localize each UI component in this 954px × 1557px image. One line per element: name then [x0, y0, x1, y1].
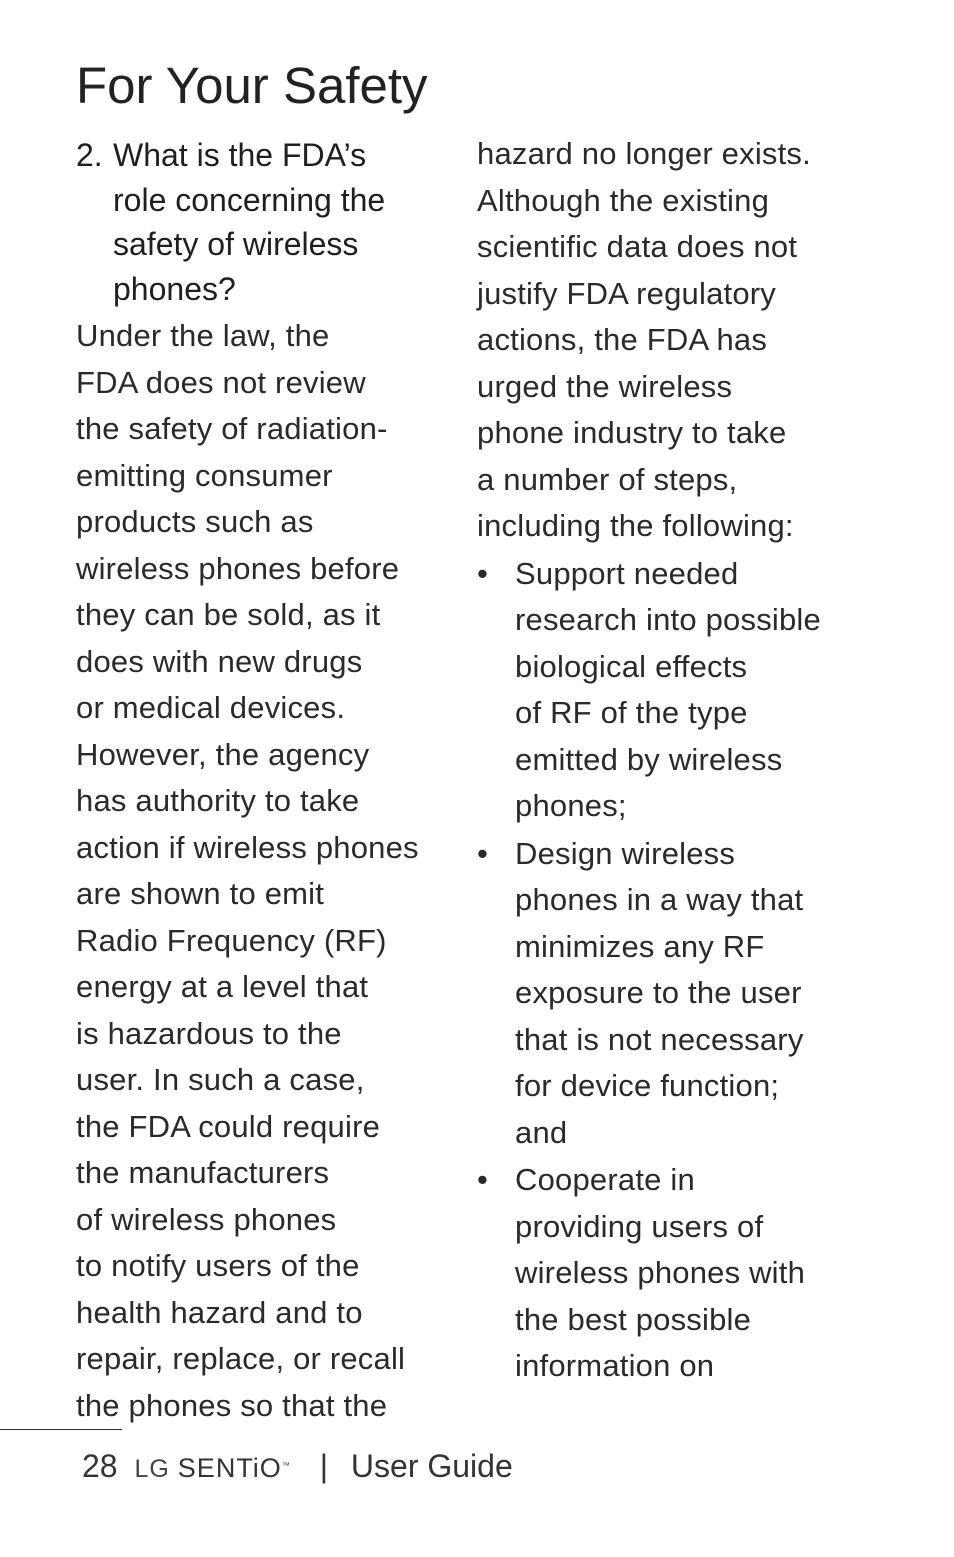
text-line: research into possible [515, 602, 821, 637]
bullet-icon: • [477, 555, 489, 591]
text-line: user. In such a case, [76, 1062, 365, 1097]
text-line: health hazard and to [76, 1294, 363, 1330]
text-line: has authority to take [76, 783, 360, 818]
text-line: scientific data does not [477, 229, 798, 264]
text-line: of wireless phones [76, 1201, 337, 1237]
text-line: Under the law, the [76, 318, 330, 353]
text-line: hazard no longer exists. [477, 136, 811, 171]
text-line: safety of wireless [113, 226, 359, 263]
text-line: information on [515, 1348, 715, 1383]
text-line: the best possible [515, 1301, 752, 1337]
text-line: phones? [113, 270, 236, 307]
bullet-item [477, 1157, 877, 1390]
page-number: 28 [82, 1448, 118, 1484]
bullet-icon: • [477, 1162, 489, 1197]
logo-lg: LG [134, 1455, 170, 1483]
text-line: phone industry to take [477, 415, 787, 450]
bullet-item [477, 551, 877, 830]
logo-product: SENTiO [177, 1453, 282, 1483]
text-line: the safety of radiation- [76, 411, 388, 446]
text-line: does with new drugs [76, 643, 363, 679]
footer-separator: | [319, 1448, 329, 1484]
text-line: and [515, 1114, 568, 1150]
text-line: actions, the FDA has [477, 322, 768, 357]
bullet-icon: • [477, 835, 489, 871]
text-line: wireless phones before [76, 550, 400, 586]
text-line: energy at a level that [76, 969, 369, 1004]
text-line: of RF of the type [515, 695, 748, 730]
text-line: exposure to the user [515, 975, 802, 1010]
left-column-body [76, 313, 456, 1429]
page-footer [82, 1444, 513, 1491]
text-line: Support needed [515, 555, 739, 591]
text-line: role concerning the [113, 181, 386, 218]
text-line: minimizes any RF [515, 928, 765, 964]
text-line: or medical devices. [76, 690, 346, 725]
text-line: are shown to emit [76, 876, 325, 911]
text-line: they can be sold, as it [76, 597, 381, 632]
text-line: What is the FDA’s [113, 137, 367, 173]
text-line: repair, replace, or recall [76, 1341, 406, 1376]
section-question-heading [76, 133, 436, 311]
text-line: that is not necessary [515, 1021, 804, 1057]
text-line: phones in a way that [515, 882, 804, 917]
question-number: 2. [76, 137, 103, 173]
text-line: biological effects [515, 648, 748, 684]
text-line: the phones so that the [76, 1387, 388, 1423]
text-line: is hazardous to the [76, 1015, 342, 1051]
text-line: Although the existing [477, 182, 770, 218]
text-line: including the following: [477, 508, 794, 543]
text-line: Cooperate in [515, 1162, 695, 1197]
text-line: to notify users of the [76, 1248, 360, 1283]
text-line: the FDA could require [76, 1108, 381, 1144]
text-line: providing users of [515, 1208, 764, 1244]
text-line: products such as [76, 504, 314, 539]
text-line: Design wireless [515, 835, 736, 871]
right-column-body [477, 131, 877, 1390]
text-line: justify FDA regulatory [477, 275, 777, 311]
text-line: the manufacturers [76, 1155, 330, 1190]
text-line: action if wireless phones [76, 829, 419, 865]
lg-sentio-logo [134, 1455, 290, 1483]
guide-label: User Guide [350, 1448, 513, 1484]
text-line: FDA does not review [76, 364, 366, 400]
text-line: a number of steps, [477, 461, 738, 497]
text-line: emitting consumer [76, 457, 333, 493]
text-line: phones; [515, 788, 627, 823]
text-line: emitted by wireless [515, 741, 783, 777]
footer-rule [0, 1429, 122, 1430]
trademark-mark: ™ [281, 1461, 291, 1470]
text-line: wireless phones with [515, 1255, 806, 1290]
bullet-item [477, 831, 877, 1157]
page-title: For Your Safety [76, 57, 428, 114]
text-line: urged the wireless [477, 368, 733, 404]
text-line: Radio Frequency (RF) [76, 922, 387, 958]
text-line: However, the agency [76, 736, 370, 772]
text-line: for device function; [515, 1068, 780, 1103]
